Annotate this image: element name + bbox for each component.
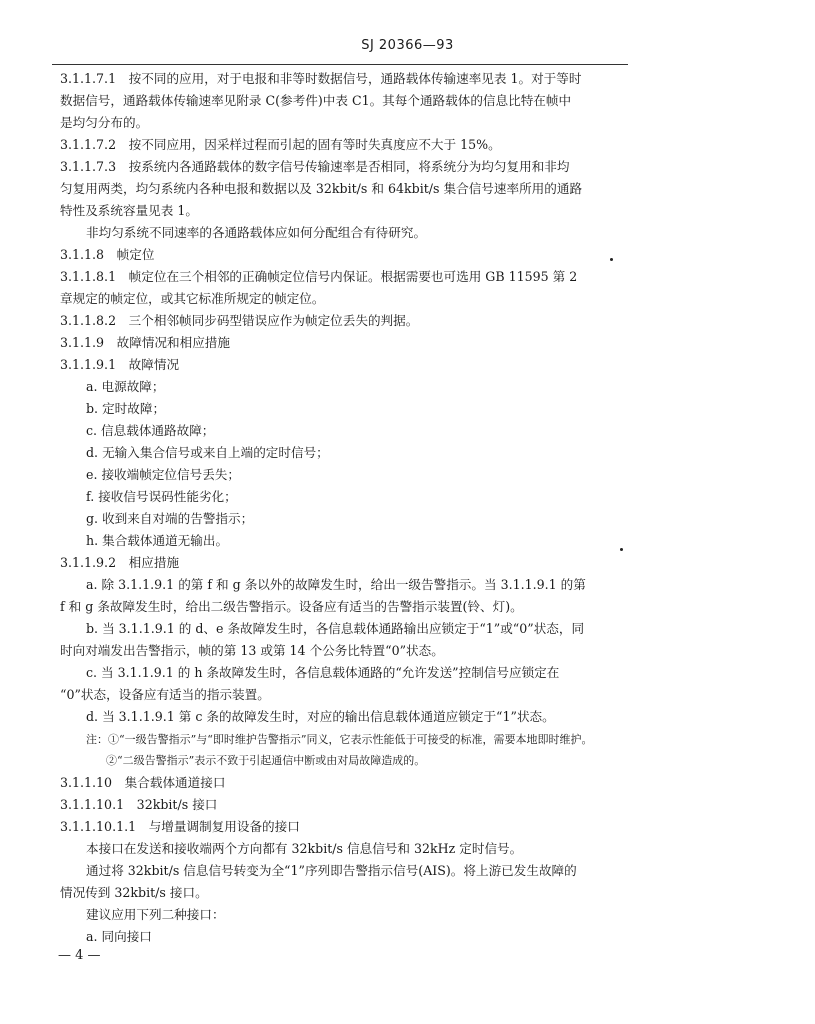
text-line: 数据信号，通路载体传输速率见附录 C(参考件)中表 C1。其每个通路载体的信息比特在帧中 [60,93,572,108]
text-line: 章规定的帧定位，或其它标准所规定的帧定位。 [60,291,325,306]
list-item: a. 电源故障； [86,379,165,394]
text-line: 建议应用下列二种接口： [86,907,225,922]
section-heading: 3.1.1.10 集合载体通道接口 [60,775,226,790]
text-line: f 和 g 条故障发生时，给出二级告警指示。设备应有适当的告警指示装置(铃、灯)。 [60,599,523,614]
text-line: “0”状态，设备应有适当的指示装置。 [60,687,270,702]
text-line: 情况传到 32kbit/s 接口。 [60,885,208,900]
text-line: 3.1.1.7.2 按不同应用，因采样过程而引起的固有等时失真度应不大于 15%。 [60,137,501,152]
section-heading: 3.1.1.8 帧定位 [60,247,155,262]
page-header: SJ 20366—93 [361,38,454,53]
list-item: d. 当 3.1.1.9.1 第 c 条的故障发生时，对应的输出信息载体通道应锁定于“1”状态。 [86,709,555,724]
section-heading: 3.1.1.9.2 相应措施 [60,555,180,570]
text-line: 通过将 32kbit/s 信息信号转变为全“1”序列即告警指示信号(AIS)。将上游已发生故障的 [86,863,577,878]
note-line: ②“二级告警指示”表示不致于引起通信中断或由对局故障造成的。 [106,754,426,767]
list-item: h. 集合载体通道无输出。 [86,533,229,548]
list-item: d. 无输入集合信号或来自上端的定时信号； [86,445,329,460]
section-heading: 3.1.1.9.1 故障情况 [60,357,180,372]
header-rule [52,64,628,65]
scan-speck [620,548,623,551]
text-line: 3.1.1.7.3 按系统内各通路载体的数字信号传输速率是否相同，将系统分为均匀复用和非均 [60,159,570,174]
list-item: f. 接收信号误码性能劣化； [86,489,237,504]
note-line: 注：①“一级告警指示”与“即时维护告警指示”同义，它表示性能低于可接受的标准，需要本地即时维护。 [86,733,593,746]
text-line: 是均匀分布的。 [60,115,149,130]
text-line: 特性及系统容量见表 1。 [60,203,198,218]
list-item: c. 当 3.1.1.9.1 的 h 条故障发生时，各信息载体通路的“允许发送”控制信号应锁定在 [86,665,560,680]
text-line: 匀复用两类，均匀系统内各种电报和数据以及 32kbit/s 和 64kbit/s 集合信号速率所用的通路 [60,181,583,196]
text-line: 非均匀系统不同速率的各通路载体应如何分配组合有待研究。 [86,225,427,240]
scan-speck [610,258,613,261]
section-heading: 3.1.1.10.1 32kbit/s 接口 [60,797,218,812]
section-heading: 3.1.1.9 故障情况和相应措施 [60,335,230,350]
text-line: 时向对端发出告警指示，帧的第 13 或第 14 个公务比特置“0”状态。 [60,643,444,658]
text-line: 本接口在发送和接收端两个方向都有 32kbit/s 信息信号和 32kHz 定时信号。 [86,841,523,856]
list-item: b. 当 3.1.1.9.1 的 d、e 条故障发生时，各信息载体通路输出应锁定于“1”或“0”状态，同 [86,621,585,636]
list-item: e. 接收端帧定位信号丢失； [86,467,240,482]
list-item: a. 除 3.1.1.9.1 的第 f 和 g 条以外的故障发生时，给出一级告警指示。当 3.1.1.9.1 的第 [86,577,586,592]
text-line: 3.1.1.8.1 帧定位在三个相邻的正确帧定位信号内保证。根据需要也可选用 GB 11595 第 2 [60,269,578,284]
page-number: — 4 — [58,948,101,963]
list-item: c. 信息载体通路故障； [86,423,215,438]
text-line: 3.1.1.8.2 三个相邻帧同步码型错误应作为帧定位丢失的判据。 [60,313,419,328]
list-item: b. 定时故障； [86,401,166,416]
text-line: 3.1.1.7.1 按不同的应用，对于电报和非等时数据信号，通路载体传输速率见表 1。对于等时 [60,71,582,86]
list-item: a. 同向接口 [86,929,152,944]
list-item: g. 收到来自对端的告警指示； [86,511,254,526]
section-heading: 3.1.1.10.1.1 与增量调制复用设备的接口 [60,819,300,834]
